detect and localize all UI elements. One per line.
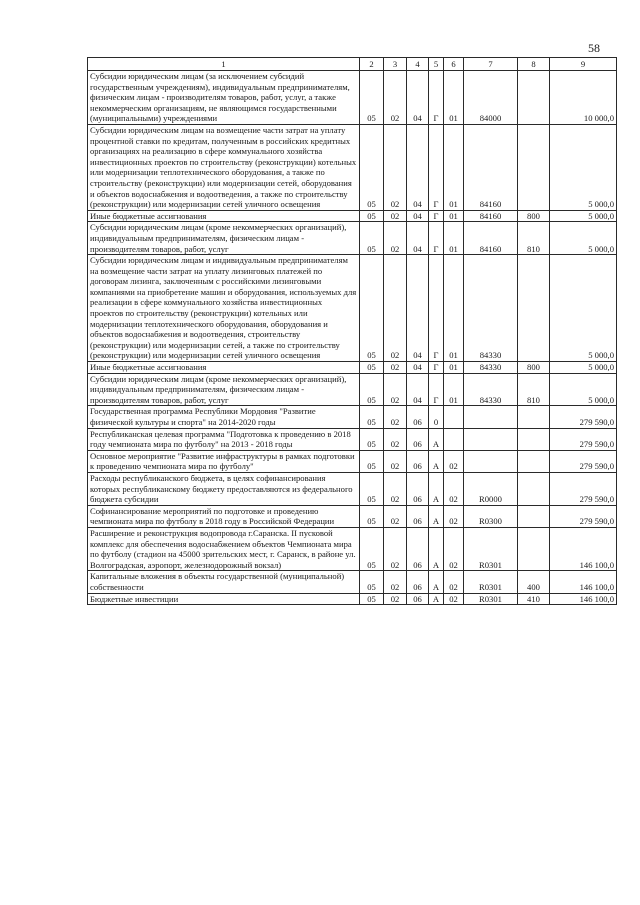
row-amount: 279 590,0 xyxy=(550,428,617,450)
row-amount: 5 000,0 xyxy=(550,210,617,222)
row-description: Субсидии юридическим лицам (за исключением субсидий государственным учреждениям), индивидуальным предпринимателям, физическим лицам - производителям товаров, работ, услуг, а также некоммерческим организациям, не являющимся государственными (муниципальными) учреждениями xyxy=(88,71,360,125)
row-code-direction xyxy=(464,428,518,450)
row-code-section: 05 xyxy=(360,255,384,362)
row-code-section: 05 xyxy=(360,505,384,527)
row-code-subprogram: А xyxy=(429,450,444,472)
row-code-direction: R0000 xyxy=(464,472,518,505)
table-row xyxy=(88,593,617,605)
row-code-section: 05 xyxy=(360,527,384,570)
row-code-event: 01 xyxy=(444,71,464,125)
table-row xyxy=(88,71,617,125)
row-expense-type xyxy=(518,255,550,362)
row-code-event: 01 xyxy=(444,124,464,210)
row-code-program: 06 xyxy=(407,505,429,527)
row-expense-type xyxy=(518,450,550,472)
row-description: Иные бюджетные ассигнования xyxy=(88,362,360,374)
row-amount: 146 100,0 xyxy=(550,527,617,570)
row-code-program: 04 xyxy=(407,362,429,374)
column-header: 7 xyxy=(464,58,518,71)
row-expense-type: 410 xyxy=(518,593,550,605)
row-description: Расходы республиканского бюджета, в целях софинансирования которых республиканскому бюджету предоставляются из федерального бюджета субсидии xyxy=(88,472,360,505)
row-description: Расширение и реконструкция водопровода г.Саранска. II пусковой комплекс для обеспечения водоснабжением объектов Чемпионата мира по футболу (стадион на 45000 зрительских мест, г. Саранск, в районе ул. Волгоградская, аэропорт, железнодорожный вокзал) xyxy=(88,527,360,570)
row-description: Иные бюджетные ассигнования xyxy=(88,210,360,222)
row-code-subsection: 02 xyxy=(384,362,407,374)
table-row xyxy=(88,472,617,505)
row-code-event: 01 xyxy=(444,373,464,406)
column-header: 6 xyxy=(444,58,464,71)
row-code-program: 06 xyxy=(407,450,429,472)
row-expense-type xyxy=(518,428,550,450)
row-expense-type xyxy=(518,71,550,125)
row-code-event xyxy=(444,428,464,450)
row-description: Государственная программа Республики Мордовия "Развитие физической культуры и спорта" на 2014-2020 годы xyxy=(88,406,360,428)
table-row xyxy=(88,362,617,374)
row-code-subsection: 02 xyxy=(384,124,407,210)
row-description: Субсидии юридическим лицам (кроме некоммерческих организаций), индивидуальным предпринимателям, физическим лицам - производителям товаров, работ, услуг xyxy=(88,222,360,255)
row-description: Бюджетные инвестиции xyxy=(88,593,360,605)
row-code-subprogram: Г xyxy=(429,373,444,406)
row-code-event: 01 xyxy=(444,210,464,222)
row-code-direction: R0301 xyxy=(464,527,518,570)
row-code-program: 06 xyxy=(407,527,429,570)
row-code-program: 06 xyxy=(407,406,429,428)
page-number: 58 xyxy=(588,41,600,55)
row-code-subsection: 02 xyxy=(384,571,407,593)
row-code-event: 02 xyxy=(444,472,464,505)
row-code-subprogram: Г xyxy=(429,71,444,125)
row-amount: 5 000,0 xyxy=(550,222,617,255)
column-header: 3 xyxy=(384,58,407,71)
row-code-event: 02 xyxy=(444,527,464,570)
row-code-program: 04 xyxy=(407,71,429,125)
row-amount: 279 590,0 xyxy=(550,450,617,472)
row-code-subsection: 02 xyxy=(384,428,407,450)
row-code-event: 02 xyxy=(444,593,464,605)
row-amount: 146 100,0 xyxy=(550,593,617,605)
row-code-subsection: 02 xyxy=(384,593,407,605)
row-description: Субсидии юридическим лицам (кроме некоммерческих организаций), индивидуальным предпринимателям, физическим лицам - производителям товаров, работ, услуг xyxy=(88,373,360,406)
row-code-section: 05 xyxy=(360,222,384,255)
row-code-subsection: 02 xyxy=(384,71,407,125)
row-expense-type xyxy=(518,124,550,210)
row-description: Субсидии юридическим лицам на возмещение части затрат на уплату процентной ставки по кредитам, полученным в российских кредитных организациях на реализацию в сфере коммунального хозяйства инвестиционных проектов по строительству (реконструкции) котельных или модернизации теплотехнического оборудования, а также по строительству (реконструкции) или модернизации сетей, оборудования и объектов водоснабжения и водоотведения, а также по строительству (реконструкции) или модернизации сетей уличного освещения xyxy=(88,124,360,210)
row-code-subprogram: Г xyxy=(429,222,444,255)
row-code-direction: 84000 xyxy=(464,71,518,125)
row-code-section: 05 xyxy=(360,472,384,505)
row-code-subsection: 02 xyxy=(384,406,407,428)
row-amount: 146 100,0 xyxy=(550,571,617,593)
row-expense-type: 810 xyxy=(518,222,550,255)
row-code-subprogram: А xyxy=(429,571,444,593)
row-code-program: 04 xyxy=(407,373,429,406)
row-code-event: 01 xyxy=(444,362,464,374)
row-code-event xyxy=(444,406,464,428)
row-code-section: 05 xyxy=(360,210,384,222)
column-header: 8 xyxy=(518,58,550,71)
row-code-event: 02 xyxy=(444,571,464,593)
row-code-subprogram: Г xyxy=(429,124,444,210)
column-header: 5 xyxy=(429,58,444,71)
row-code-section: 05 xyxy=(360,362,384,374)
table-header-row xyxy=(88,58,617,71)
row-code-subsection: 02 xyxy=(384,255,407,362)
table-row xyxy=(88,571,617,593)
row-code-event: 01 xyxy=(444,255,464,362)
row-amount: 5 000,0 xyxy=(550,255,617,362)
table-row xyxy=(88,124,617,210)
table-row xyxy=(88,406,617,428)
row-code-subsection: 02 xyxy=(384,450,407,472)
row-code-direction: 84160 xyxy=(464,210,518,222)
row-expense-type: 800 xyxy=(518,362,550,374)
row-code-program: 06 xyxy=(407,472,429,505)
row-code-program: 06 xyxy=(407,571,429,593)
row-expense-type: 810 xyxy=(518,373,550,406)
row-code-event: 02 xyxy=(444,505,464,527)
row-code-direction: 84330 xyxy=(464,255,518,362)
row-expense-type xyxy=(518,527,550,570)
row-code-subsection: 02 xyxy=(384,472,407,505)
row-code-direction: 84330 xyxy=(464,362,518,374)
row-code-section: 05 xyxy=(360,571,384,593)
row-code-subsection: 02 xyxy=(384,222,407,255)
row-code-subprogram: А xyxy=(429,472,444,505)
row-code-subprogram: Г xyxy=(429,210,444,222)
row-code-direction: 84160 xyxy=(464,124,518,210)
row-code-section: 05 xyxy=(360,406,384,428)
row-amount: 279 590,0 xyxy=(550,406,617,428)
row-description: Софинансирование мероприятий по подготовке и проведению чемпионата мира по футболу в 2018 году в Российской Федерации xyxy=(88,505,360,527)
table-row xyxy=(88,505,617,527)
row-description: Республиканская целевая программа "Подготовка к проведению в 2018 году чемпионата мира по футболу" на 2013 - 2018 годы xyxy=(88,428,360,450)
row-code-event: 01 xyxy=(444,222,464,255)
row-code-direction: 84330 xyxy=(464,373,518,406)
row-amount: 279 590,0 xyxy=(550,472,617,505)
row-code-subprogram: Г xyxy=(429,362,444,374)
row-code-subsection: 02 xyxy=(384,210,407,222)
row-code-program: 04 xyxy=(407,210,429,222)
row-expense-type xyxy=(518,406,550,428)
row-code-subprogram: А xyxy=(429,593,444,605)
row-code-section: 05 xyxy=(360,428,384,450)
row-code-program: 06 xyxy=(407,428,429,450)
row-code-program: 06 xyxy=(407,593,429,605)
row-code-event: 02 xyxy=(444,450,464,472)
row-code-direction xyxy=(464,450,518,472)
row-code-subsection: 02 xyxy=(384,505,407,527)
table-row xyxy=(88,222,617,255)
row-code-subprogram: Г xyxy=(429,255,444,362)
column-header: 4 xyxy=(407,58,429,71)
row-code-subprogram: 0 xyxy=(429,406,444,428)
row-code-subprogram: А xyxy=(429,527,444,570)
table-row xyxy=(88,527,617,570)
table-row xyxy=(88,373,617,406)
row-description: Капитальные вложения в объекты государственной (муниципальной) собственности xyxy=(88,571,360,593)
row-code-direction xyxy=(464,406,518,428)
table-row xyxy=(88,428,617,450)
row-code-program: 04 xyxy=(407,222,429,255)
row-amount: 10 000,0 xyxy=(550,71,617,125)
row-amount: 5 000,0 xyxy=(550,362,617,374)
row-code-section: 05 xyxy=(360,450,384,472)
column-header: 2 xyxy=(360,58,384,71)
table-row xyxy=(88,255,617,362)
row-amount: 279 590,0 xyxy=(550,505,617,527)
row-code-section: 05 xyxy=(360,373,384,406)
table-row xyxy=(88,210,617,222)
row-code-direction: 84160 xyxy=(464,222,518,255)
row-code-subsection: 02 xyxy=(384,527,407,570)
row-code-direction: R0300 xyxy=(464,505,518,527)
row-expense-type: 800 xyxy=(518,210,550,222)
column-header: 9 xyxy=(550,58,617,71)
table-row xyxy=(88,450,617,472)
row-description: Основное мероприятие "Развитие инфраструктуры в рамках подготовки к проведению чемпионата мира по футболу" xyxy=(88,450,360,472)
row-expense-type xyxy=(518,472,550,505)
row-amount: 5 000,0 xyxy=(550,124,617,210)
budget-table xyxy=(87,57,617,605)
row-code-section: 05 xyxy=(360,71,384,125)
row-code-program: 04 xyxy=(407,255,429,362)
row-amount: 5 000,0 xyxy=(550,373,617,406)
row-code-subsection: 02 xyxy=(384,373,407,406)
row-code-direction: R0301 xyxy=(464,593,518,605)
row-code-subprogram: А xyxy=(429,505,444,527)
row-expense-type: 400 xyxy=(518,571,550,593)
row-code-direction: R0301 xyxy=(464,571,518,593)
row-description: Субсидии юридическим лицам и индивидуальным предпринимателям на возмещение части затрат на уплату лизинговых платежей по договорам лизинга, заключенным с российскими лизинговыми компаниями на приобретение машин и оборудования, используемых для реализации в сфере коммунального хозяйства инвестиционных проектов по строительству (реконструкции) котельных или модернизации теплотехнического оборудования, оборудования и объектов водоснабжения и водоотведения, строительству (реконструкции) или модернизации сетей, а также по строительству (реконструкции) или модернизации сетей уличного освещения xyxy=(88,255,360,362)
row-expense-type xyxy=(518,505,550,527)
row-code-subprogram: А xyxy=(429,428,444,450)
row-code-section: 05 xyxy=(360,593,384,605)
column-header: 1 xyxy=(88,58,360,71)
row-code-program: 04 xyxy=(407,124,429,210)
row-code-section: 05 xyxy=(360,124,384,210)
